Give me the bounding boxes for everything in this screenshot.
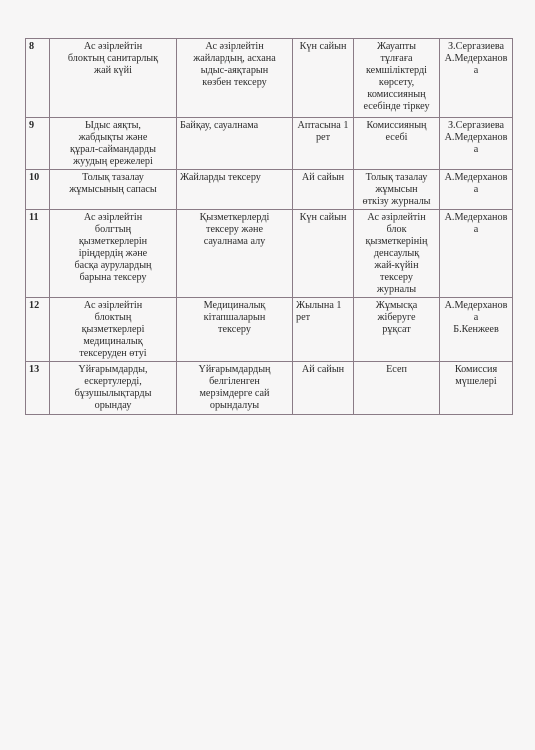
control-method: Үйғарымдардың белгіленген мерзімдерге сай орындалуы xyxy=(177,362,293,415)
responsible-persons: А.Медерханова xyxy=(440,210,513,298)
control-item: Үйғарымдарды, ескертулерді, бұзушылықтарды орындау xyxy=(50,362,177,415)
row-number: 8 xyxy=(26,39,50,118)
frequency: Ай сайын xyxy=(293,362,354,415)
control-method: Медициналық кітапшаларын тексеру xyxy=(177,298,293,362)
responsible-persons: А.Медерханова xyxy=(440,170,513,210)
row-number: 12 xyxy=(26,298,50,362)
table-row xyxy=(26,362,513,415)
table-row xyxy=(26,170,513,210)
row-number: 9 xyxy=(26,118,50,170)
result-document: Комиссияның есебі xyxy=(354,118,440,170)
frequency: Ай сайын xyxy=(293,170,354,210)
row-number: 10 xyxy=(26,170,50,210)
control-item: Ас әзірлейтін блоктың санитарлық жай күйі xyxy=(50,39,177,118)
control-item: Ыдыс аяқты, жабдықты және құрал-саймандарды жуудың ережелері xyxy=(50,118,177,170)
control-method: Байқау, сауалнама xyxy=(177,118,293,170)
control-method: Жайларды тексеру xyxy=(177,170,293,210)
responsible-persons: А.Медерханова Б.Кенжеев xyxy=(440,298,513,362)
frequency: Күн сайын xyxy=(293,210,354,298)
control-item: Ас әзірлейтін болгтың қызметкерлерін іріңдердің және басқа аурулардың барына тексеру xyxy=(50,210,177,298)
result-document: Жауапты тұлғаға кемшіліктерді көрсету, комиссияның есебінде тіркеу xyxy=(354,39,440,118)
table-row xyxy=(26,118,513,170)
row-number: 13 xyxy=(26,362,50,415)
control-item: Ас әзірлейтін блоктың қызметкерлері медициналық тексеруден өтуі xyxy=(50,298,177,362)
table-row xyxy=(26,298,513,362)
frequency: Күн сайын xyxy=(293,39,354,118)
table-row xyxy=(26,39,513,118)
responsible-persons: Комиссия мүшелері xyxy=(440,362,513,415)
result-document: Ас әзірлейтін блок қызметкерінің денсаулық жай-күйін тексеру журналы xyxy=(354,210,440,298)
result-document: Жұмысқа жіберуге рұқсат xyxy=(354,298,440,362)
responsible-persons: З.Сергазиева А.Медерханова xyxy=(440,39,513,118)
frequency: Аптасына 1 рет xyxy=(293,118,354,170)
frequency: Жылына 1 рет xyxy=(293,298,354,362)
inspection-plan-table xyxy=(25,38,513,415)
table-row xyxy=(26,210,513,298)
result-document: Толық тазалау жұмысын өткізу журналы xyxy=(354,170,440,210)
control-method: Ас әзірлейтін жайлардың, асхана ыдыс-аяқтарын көзбен тексеру xyxy=(177,39,293,118)
result-document: Есеп xyxy=(354,362,440,415)
control-method: Қызметкерлерді тексеру және сауалнама алу xyxy=(177,210,293,298)
control-item: Толық тазалау жұмысының сапасы xyxy=(50,170,177,210)
row-number: 11 xyxy=(26,210,50,298)
responsible-persons: З.Сергазиева А.Медерханова xyxy=(440,118,513,170)
